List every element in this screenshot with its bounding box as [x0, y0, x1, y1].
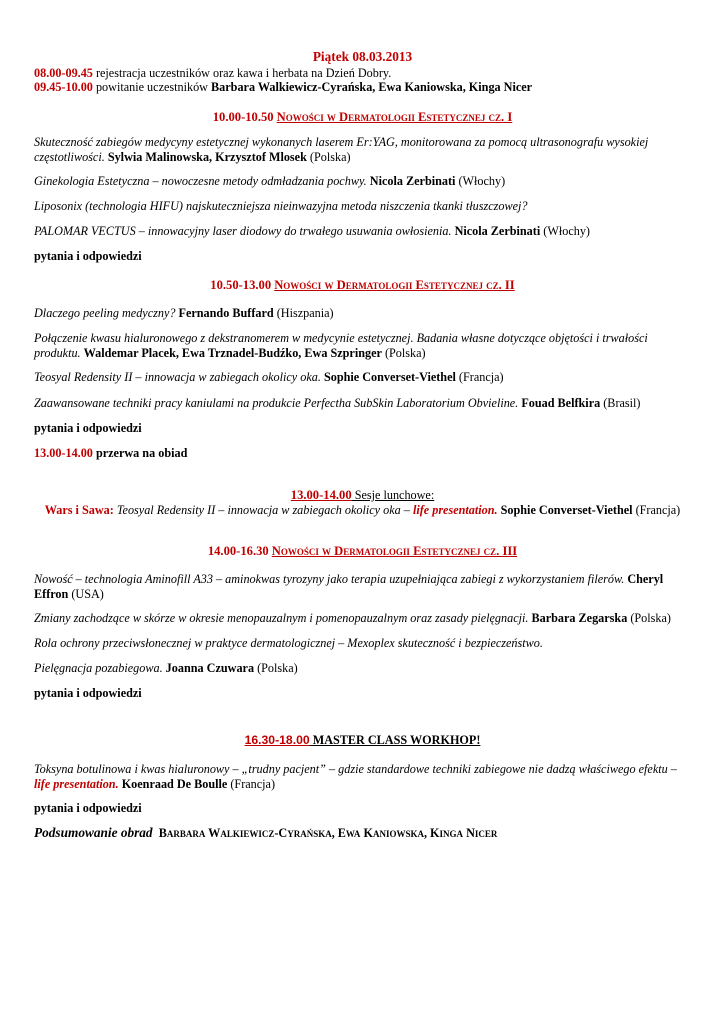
session-2-item	[34, 306, 691, 321]
country: (Włochy)	[540, 224, 590, 238]
country: (Polska)	[254, 661, 298, 675]
live-presentation-label: life presentation.	[412, 503, 498, 517]
country: (Francja)	[227, 776, 276, 791]
topic: Dlaczego peeling medyczny?	[34, 306, 179, 320]
session-2-heading	[34, 278, 691, 293]
closing-label: Podsumowanie obrad	[34, 825, 153, 840]
topic: Połączenie kwasu hialuronowego z dekstranomerem w medycynie estetycznej. Badania własne dotyczące objętości i trwałości produktu.	[34, 331, 648, 360]
speaker: Joanna Czuwara	[165, 661, 255, 675]
session-1-heading	[34, 110, 691, 125]
topic: Rola ochrony przeciwsłonecznej w praktyce dermatologicznej – Mexoplex skuteczność i bezpieczeństwo.	[34, 636, 543, 650]
topic: Teosyal Redensity II – innowacja w zabiegach okolicy oka.	[34, 370, 324, 384]
session-2-item	[34, 331, 691, 360]
topic: Ginekologia Estetyczna – nowoczesne metody odmładzania pochwy.	[34, 174, 370, 188]
lunch-break-time: 13.00-14.00	[34, 446, 93, 460]
day-title-row	[34, 50, 691, 65]
speaker: Nicola Zerbinati	[454, 224, 541, 238]
speaker: Waldemar Placek, Ewa Trznadel-Budźko, Ewa Szpringer	[83, 345, 382, 360]
day-title: Piątek 08.03.2013	[312, 49, 413, 64]
intro-text: powitanie uczestników	[92, 80, 212, 94]
session-3-time: 14.00-16.30	[207, 544, 269, 558]
topic: Nowość – technologia Aminofill A33 – aminokwas tyrozyny jako terapia uzupełniająca zabiegi z wykorzystaniem filerów.	[34, 572, 628, 586]
closing-names: Barbara Walkiewicz-Cyrańska, Ewa Kaniowska, Kinga Nicer	[158, 826, 498, 840]
session-2-qa: pytania i odpowiedzi	[34, 421, 142, 435]
topic: Zaawansowane techniki pracy kaniulami na produkcie Perfectha SubSkin Laboratorium Obvieline.	[34, 396, 522, 410]
lunch-session-item	[34, 503, 691, 518]
topic: Skuteczność zabiegów medycyny estetycznej wykonanych laserem Er:YAG, monitorowana za pomocą ultrasonografu wysokiej częstotliwości.	[34, 135, 649, 164]
session-1-item	[34, 135, 691, 164]
topic: Toksyna botulinowa i kwas hialuronowy – „trudny pacjent” – gdzie standardowe techniki zabiegowe nie dadzą właściwego efektu –	[34, 762, 677, 776]
country: (Polska)	[627, 611, 671, 625]
topic: Zmiany zachodzące w skórze w okresie menopauzalnym i pomenopauzalnym oraz zasady pielęgnacji.	[34, 611, 532, 625]
country: (Hiszpania)	[273, 306, 334, 320]
session-1-item	[34, 199, 691, 214]
lunch-break	[34, 446, 691, 461]
country: (Polska)	[381, 345, 426, 360]
session-3-item	[34, 661, 691, 676]
intro-names: Barbara Walkiewicz-Cyrańska, Ewa Kaniowska, Kinga Nicer	[211, 80, 533, 94]
topic: Pielęgnacja pozabiegowa.	[34, 661, 166, 675]
masterclass-heading	[34, 733, 691, 748]
masterclass-qa: pytania i odpowiedzi	[34, 801, 142, 815]
country: (Francja)	[632, 503, 681, 517]
lunch-room: Wars i Sawa:	[44, 503, 114, 517]
country: (Włochy)	[455, 174, 506, 188]
speaker: Fernando Buffard	[178, 306, 274, 320]
speaker: Nicola Zerbinati	[369, 174, 456, 188]
topic: PALOMAR VECTUS – innowacyjny laser diodowy do trwałego usuwania owłosienia.	[34, 224, 455, 238]
masterclass-time: 16.30-18.00	[244, 733, 310, 747]
session-3-item	[34, 636, 691, 651]
intro-time: 08.00-09.45	[34, 66, 93, 80]
session-3-heading	[34, 544, 691, 559]
lunch-session-heading	[34, 488, 691, 503]
country: (Francja)	[455, 370, 504, 384]
lunch-session-time: 13.00-14.00	[290, 488, 352, 502]
session-3-title: Nowości w Dermatologii Estetycznej cz. III	[271, 544, 518, 558]
session-2-item	[34, 396, 691, 411]
live-presentation-label: life presentation.	[34, 776, 119, 791]
intro-line-registration	[34, 66, 691, 81]
lunch-session-title: Sesje lunchowe:	[351, 488, 435, 502]
intro-line-welcome	[34, 80, 691, 95]
speaker: Sylwia Malinowska, Krzysztof Mlosek	[107, 149, 307, 164]
session-1-item	[34, 174, 691, 189]
speaker: Sophie Converset-Viethel	[323, 370, 456, 384]
closing-line	[34, 826, 691, 841]
country: (Polska)	[306, 149, 351, 164]
country: (USA)	[68, 586, 104, 601]
session-1-time: 10.00-10.50	[212, 110, 274, 124]
session-3-item	[34, 611, 691, 626]
speaker: Cheryl Effron	[34, 572, 664, 601]
masterclass-item	[34, 762, 691, 791]
speaker: Barbara Zegarska	[531, 611, 628, 625]
intro-text: rejestracja uczestników oraz kawa i herbata na Dzień Dobry.	[92, 66, 392, 80]
intro-time: 09.45-10.00	[34, 80, 93, 94]
country: (Brasil)	[600, 396, 641, 410]
session-2-item	[34, 370, 691, 385]
topic: Liposonix (technologia HIFU) najskuteczniejsza nieinwazyjna metoda niszczenia tkanki tłuszczowej?	[34, 199, 528, 213]
session-1-item	[34, 224, 691, 239]
speaker: Fouad Belfkira	[521, 396, 601, 410]
speaker: Koenraad De Boulle	[118, 776, 228, 791]
session-3-qa: pytania i odpowiedzi	[34, 686, 142, 700]
speaker: Sophie Converset-Viethel	[497, 503, 633, 517]
session-2-time: 10.50-13.00	[210, 278, 272, 292]
lunch-break-text: przerwa na obiad	[92, 446, 188, 460]
session-2-title: Nowości w Dermatologii Estetycznej cz. II	[274, 278, 515, 292]
masterclass-title: MASTER CLASS WORKHOP!	[309, 733, 481, 747]
session-1-qa: pytania i odpowiedzi	[34, 249, 142, 263]
topic: Teosyal Redensity II – innowacja w zabiegach okolicy oka –	[113, 503, 413, 517]
session-3-item	[34, 572, 691, 601]
session-1-title: Nowości w Dermatologii Estetycznej cz. I	[276, 110, 513, 124]
